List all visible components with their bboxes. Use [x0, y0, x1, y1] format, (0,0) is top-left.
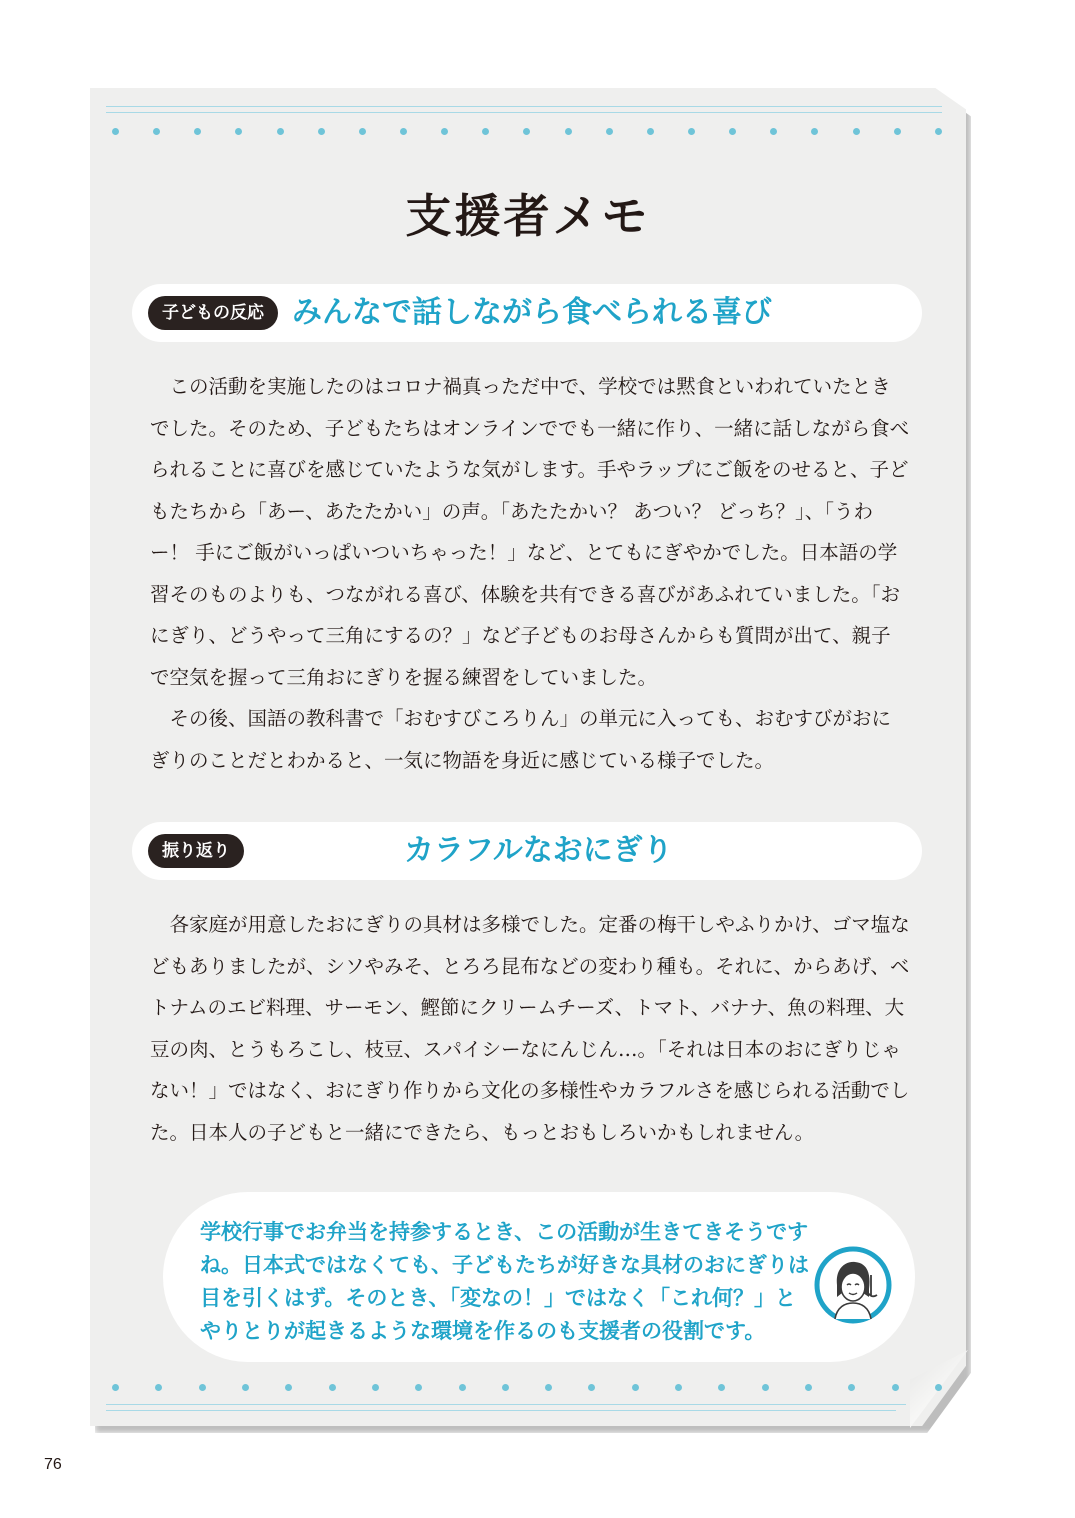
section-body-review — [150, 904, 910, 1153]
section-label-reaction: 子どもの反応 — [148, 296, 278, 330]
page-number: 76 — [44, 1456, 62, 1473]
paragraph: この活動を実施したのはコロナ禍真っただ中で、学校では黙食といわれていたときでした。そのため、子どもたちはオンラインででも一緒に作り、一緒に話しながら食べられることに喜びを感じていたような気がします。手やラップにご飯をのせると、子どもたちから「あー、あたたかい」の声。「あたたかい？ あつい？ どっち？」、「うわー！ 手にご飯がいっぱいついちゃった！」など、とてもにぎやかでした。日本語の学習そのものよりも、つながれる喜び、体験を共有できる喜びがあふれていました。「おにぎり、どうやって三角にするの？」など子どものお母さんからも質問が出て、親子で空気を握って三角おにぎりを握る練習をしていました。 — [150, 375, 910, 689]
bottom-rule-2 — [106, 1410, 896, 1411]
bottom-rule-1 — [106, 1404, 906, 1405]
top-rule-1 — [106, 106, 942, 107]
supporter-comment: 学校行事でお弁当を持参するとき、この活動が生きてきそうですね。日本式ではなくても、子どもたちが好きな具材のおにぎりは目を引くはず。そのとき、「変なの！」ではなく「これ何？」とやりとりが起きるような環境を作るのも支援者の役割です。 — [200, 1220, 809, 1343]
section-body-reaction — [150, 366, 910, 781]
section-label-review: 振り返り — [148, 834, 244, 868]
supporter-avatar — [813, 1245, 893, 1325]
page-title: 支援者メモ — [405, 189, 651, 243]
section-band-reaction — [132, 284, 922, 342]
section-band-review — [132, 822, 922, 880]
section-heading-review: カラフルなおにぎり — [404, 833, 673, 868]
paragraph: その後、国語の教科書で「おむすびころりん」の単元に入っても、おむすびがおにぎりのことだとわかると、一気に物語を身近に感じている様子でした。 — [150, 707, 892, 772]
woman-pointing-icon — [813, 1245, 893, 1325]
top-dot-row — [112, 128, 942, 136]
section-heading-reaction: みんなで話しながら食べられる喜び — [292, 295, 772, 330]
top-rule-2 — [106, 112, 942, 113]
paragraph: 各家庭が用意したおにぎりの具材は多様でした。定番の梅干しやふりかけ、ゴマ塩などもありましたが、シソやみそ、とろろ昆布などの変わり種も。それに、からあげ、ベトナムのエビ料理、サーモン、鰹節にクリームチーズ、トマト、バナナ、魚の料理、大豆の肉、とうもろこし、枝豆、スパイシーなにんじん…。「それは日本のおにぎりじゃない！」ではなく、おにぎり作りから文化の多様性やカラフルさを感じられる活動でした。日本人の子どもと一緒にできたら、もっとおもしろいかもしれません。 — [150, 913, 910, 1144]
bottom-dot-row — [112, 1384, 942, 1392]
